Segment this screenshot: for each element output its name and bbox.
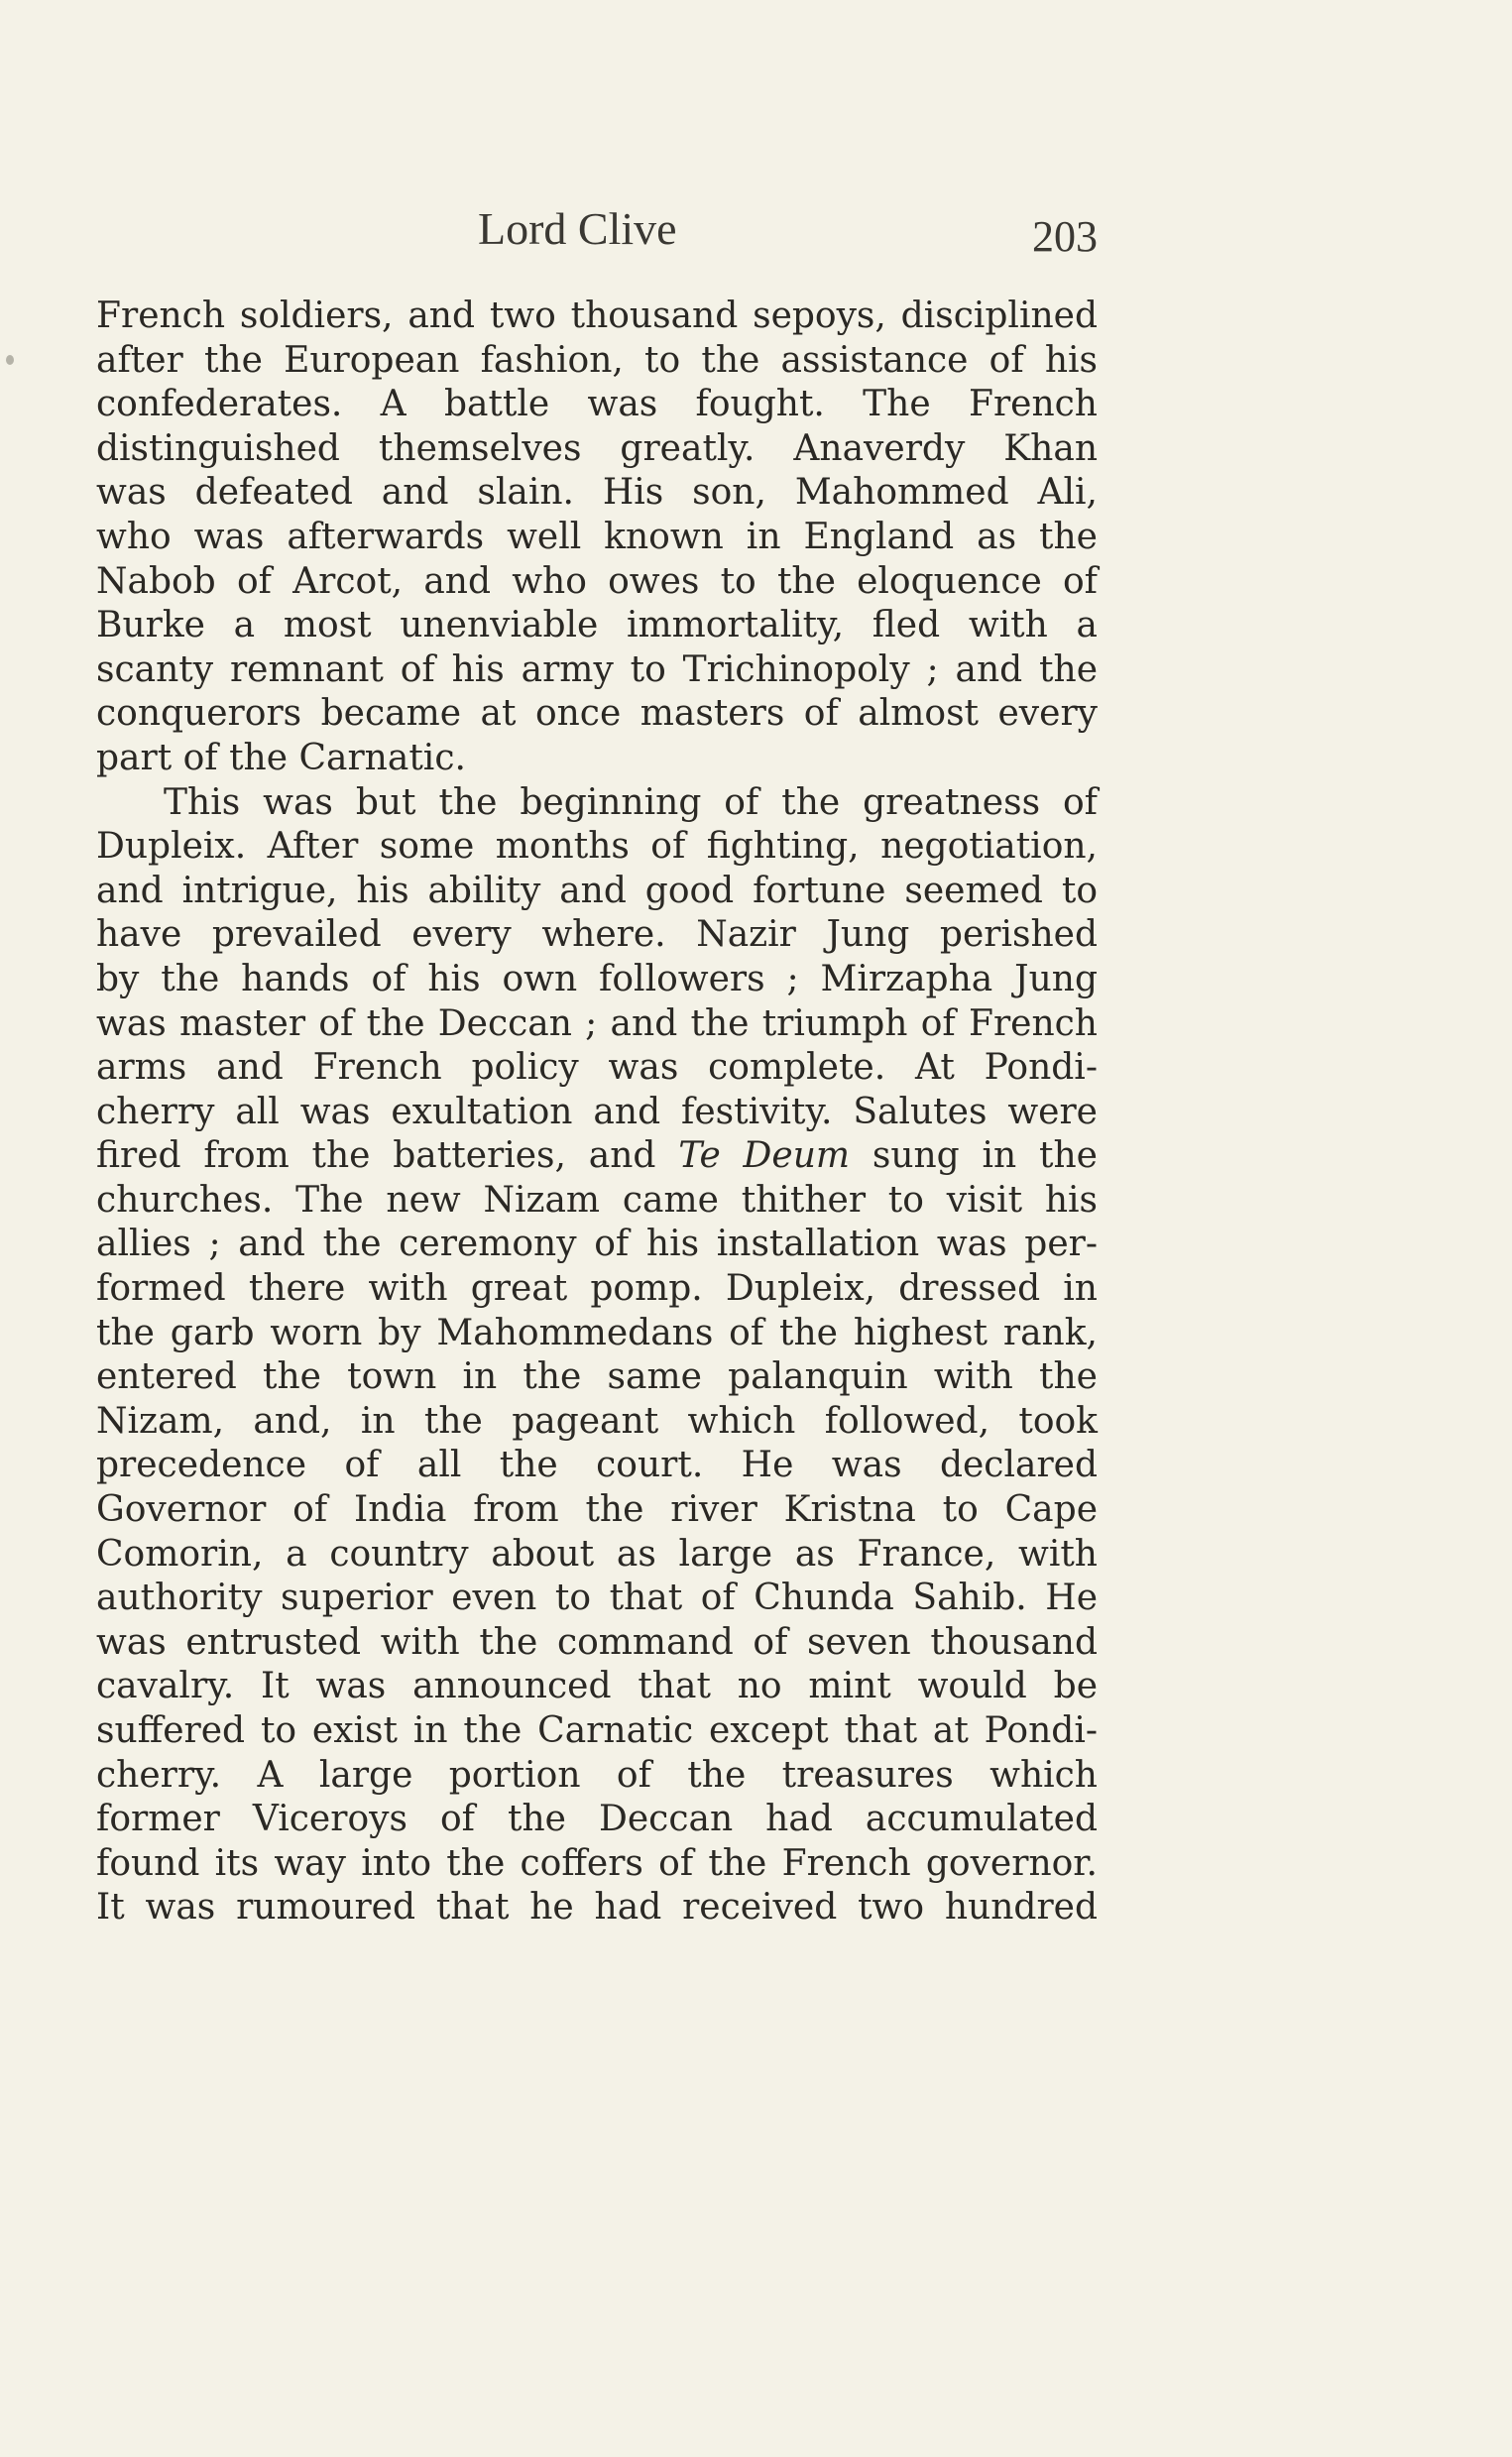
text-line: Nabob of Arcot, and who owes to the eloquence of [96, 560, 1098, 602]
text-line: distinguished themselves greatly. Anaverdy Khan [96, 427, 1098, 469]
text-line: cavalry. It was announced that no mint would be [96, 1666, 1098, 1707]
text-line: authority superior even to that of Chunda Sahib. He [96, 1578, 1098, 1619]
text-line: have prevailed every where. Nazir Jung perished [96, 914, 1098, 956]
text-line: suffered to exist in the Carnatic except that at Pondi- [96, 1710, 1098, 1751]
text-line: former Viceroys of the Deccan had accumulated [96, 1799, 1098, 1840]
text-fragment: sung in the [850, 1135, 1098, 1177]
text-line: part of the Carnatic. [96, 737, 466, 778]
text-line: was entrusted with the command of seven thousand [96, 1621, 1098, 1663]
text-line: formed there with great pomp. Dupleix, dressed in [96, 1268, 1098, 1310]
text-line: This was but the beginning of the greatness of [164, 781, 1098, 823]
text-line: Burke a most unenviable immortality, fled with a [96, 605, 1098, 646]
text-line: It was rumoured that he had received two hundred [96, 1887, 1098, 1929]
text-line: cherry all was exultation and festivity. Salutes were [96, 1091, 1098, 1132]
text-line: scanty remnant of his army to Trichinopoly ; and the [96, 648, 1098, 690]
paragraph-1 [96, 294, 1098, 781]
text-line-with-italic [96, 1134, 1098, 1179]
paragraph-2 [96, 781, 1098, 1930]
page-number: 203 [1032, 212, 1098, 261]
text-fragment: fired from the batteries, and [96, 1135, 679, 1177]
running-title: Lord Clive [478, 203, 677, 254]
text-line: the garb worn by Mahommedans of the highest rank, [96, 1312, 1098, 1353]
text-line: entered the town in the same palanquin with the [96, 1356, 1098, 1398]
text-line: churches. The new Nizam came thither to visit his [96, 1179, 1098, 1221]
text-line: and intrigue, his ability and good fortune seemed to [96, 870, 1098, 911]
text-line: Dupleix. After some months of fighting, negotiation, [96, 826, 1098, 868]
body-text [96, 294, 1098, 1930]
text-line: found its way into the coffers of the French governor. [96, 1842, 1098, 1884]
text-line: Governor of India from the river Kristna to Cape [96, 1489, 1098, 1531]
text-line: Comorin, a country about as large as France, with [96, 1533, 1098, 1575]
italic-phrase: Te Deum [678, 1135, 851, 1177]
text-line: cherry. A large portion of the treasures which [96, 1754, 1098, 1796]
text-line: was defeated and slain. His son, Mahommed Ali, [96, 472, 1098, 514]
text-line: allies ; and the ceremony of his installation was per- [96, 1224, 1098, 1265]
text-line: who was afterwards well known in England as the [96, 516, 1098, 557]
margin-blemish [6, 355, 14, 365]
text-line: Nizam, and, in the pageant which followed, took [96, 1400, 1098, 1442]
text-line: conquerors became at once masters of almost every [96, 693, 1098, 735]
text-line: arms and French policy was complete. At Pondi- [96, 1047, 1098, 1089]
text-line: after the European fashion, to the assistance of his [96, 339, 1098, 381]
text-line: French soldiers, and two thousand sepoys, disciplined [96, 295, 1098, 336]
text-line: by the hands of his own followers ; Mirzapha Jung [96, 958, 1098, 999]
page-header [96, 201, 1098, 271]
text-line: confederates. A battle was fought. The French [96, 384, 1098, 425]
text-line: precedence of all the court. He was declared [96, 1445, 1098, 1486]
text-line: was master of the Deccan ; and the triumph of French [96, 1002, 1098, 1044]
